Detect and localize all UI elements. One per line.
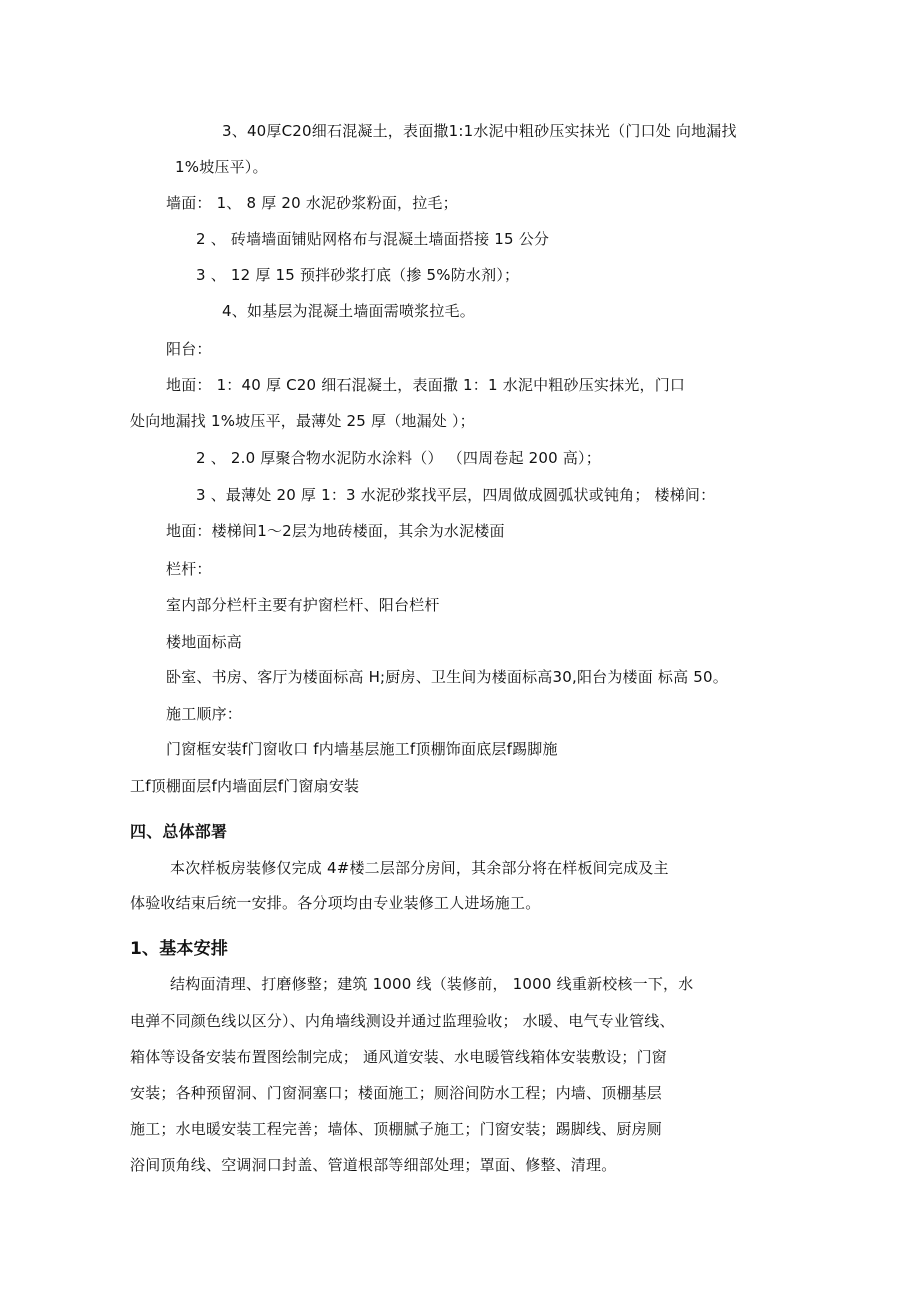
text-line: 栏杆：: [166, 560, 212, 578]
text-line: 3 、最薄处 20 厚 1：3 水泥砂浆找平层，四周做成圆弧状或钝角； 楼梯间：: [196, 486, 716, 504]
text-line: 室内部分栏杆主要有护窗栏杆、阳台栏杆: [166, 596, 440, 614]
text-line: 本次样板房装修仅完成 4#楼二层部分房间，其余部分将在样板间完成及主: [170, 859, 669, 877]
text-line: 墙面： 1、 8 厚 20 水泥砂浆粉面，拉毛；: [166, 194, 458, 212]
text-line: 2 、 2.0 厚聚合物水泥防水涂料（） （四周卷起 200 高）；: [196, 449, 601, 467]
text-line: 楼地面标高: [166, 633, 243, 651]
text-line: 4、如基层为混凝土墙面需喷浆拉毛。: [222, 302, 475, 320]
text-line: 2 、 砖墙墙面铺贴网格布与混凝土墙面搭接 15 公分: [196, 230, 550, 248]
section-heading: 四、总体部署: [130, 822, 228, 841]
text-line: 安装；各种预留洞、门窗洞塞口；楼面施工；厕浴间防水工程；内墙、顶棚基层: [130, 1084, 663, 1102]
text-line: 门窗框安装f门窗收口 f内墙基层施工f顶棚饰面底层f踢脚施: [166, 740, 558, 758]
text-line: 卧室、书房、客厅为楼面标高 H;厨房、卫生间为楼面标高30,阳台为楼面 标高 50。: [166, 668, 728, 686]
text-line: 施工；水电暖安装工程完善；墙体、顶棚腻子施工；门窗安装；踢脚线、厨房厕: [130, 1120, 663, 1138]
text-line: 处向地漏找 1%坡压平，最薄处 25 厚（地漏处 ）；: [130, 412, 475, 430]
text-line: 地面：楼梯间1～2层为地砖楼面，其余为水泥楼面: [166, 522, 505, 540]
text-line: 电弹不同颜色线以区分）、内角墙线测设并通过监理验收； 水暖、电气专业管线、: [130, 1012, 675, 1030]
text-line: 结构面清理、打磨修整；建筑 1000 线（装修前， 1000 线重新校核一下，水: [170, 975, 694, 993]
text-line: 3 、 12 厚 15 预拌砂浆打底（掺 5%防水剂）；: [196, 266, 520, 284]
text-line: 1%坡压平）。: [175, 158, 268, 176]
text-line: 阳台：: [166, 340, 212, 358]
text-line: 施工顺序：: [166, 705, 243, 723]
text-line: 地面： 1：40 厚 C20 细石混凝土，表面撒 1：1 水泥中粗砂压实抹光，门口: [166, 376, 686, 394]
text-line: 箱体等设备安装布置图绘制完成； 通风道安装、水电暖管线箱体安装敷设；门窗: [130, 1048, 667, 1066]
text-line: 工f顶棚面层f内墙面层f门窗扇安装: [130, 777, 360, 795]
subsection-heading: 1、基本安排: [130, 939, 229, 959]
text-line: 3、40厚C20细石混凝土，表面撒1:1水泥中粗砂压实抹光（门口处 向地漏找: [222, 122, 737, 140]
text-line: 浴间顶角线、空调洞口封盖、管道根部等细部处理；罩面、修整、清理。: [130, 1156, 617, 1174]
text-line: 体验收结束后统一安排。各分项均由专业装修工人进场施工。: [130, 894, 541, 912]
